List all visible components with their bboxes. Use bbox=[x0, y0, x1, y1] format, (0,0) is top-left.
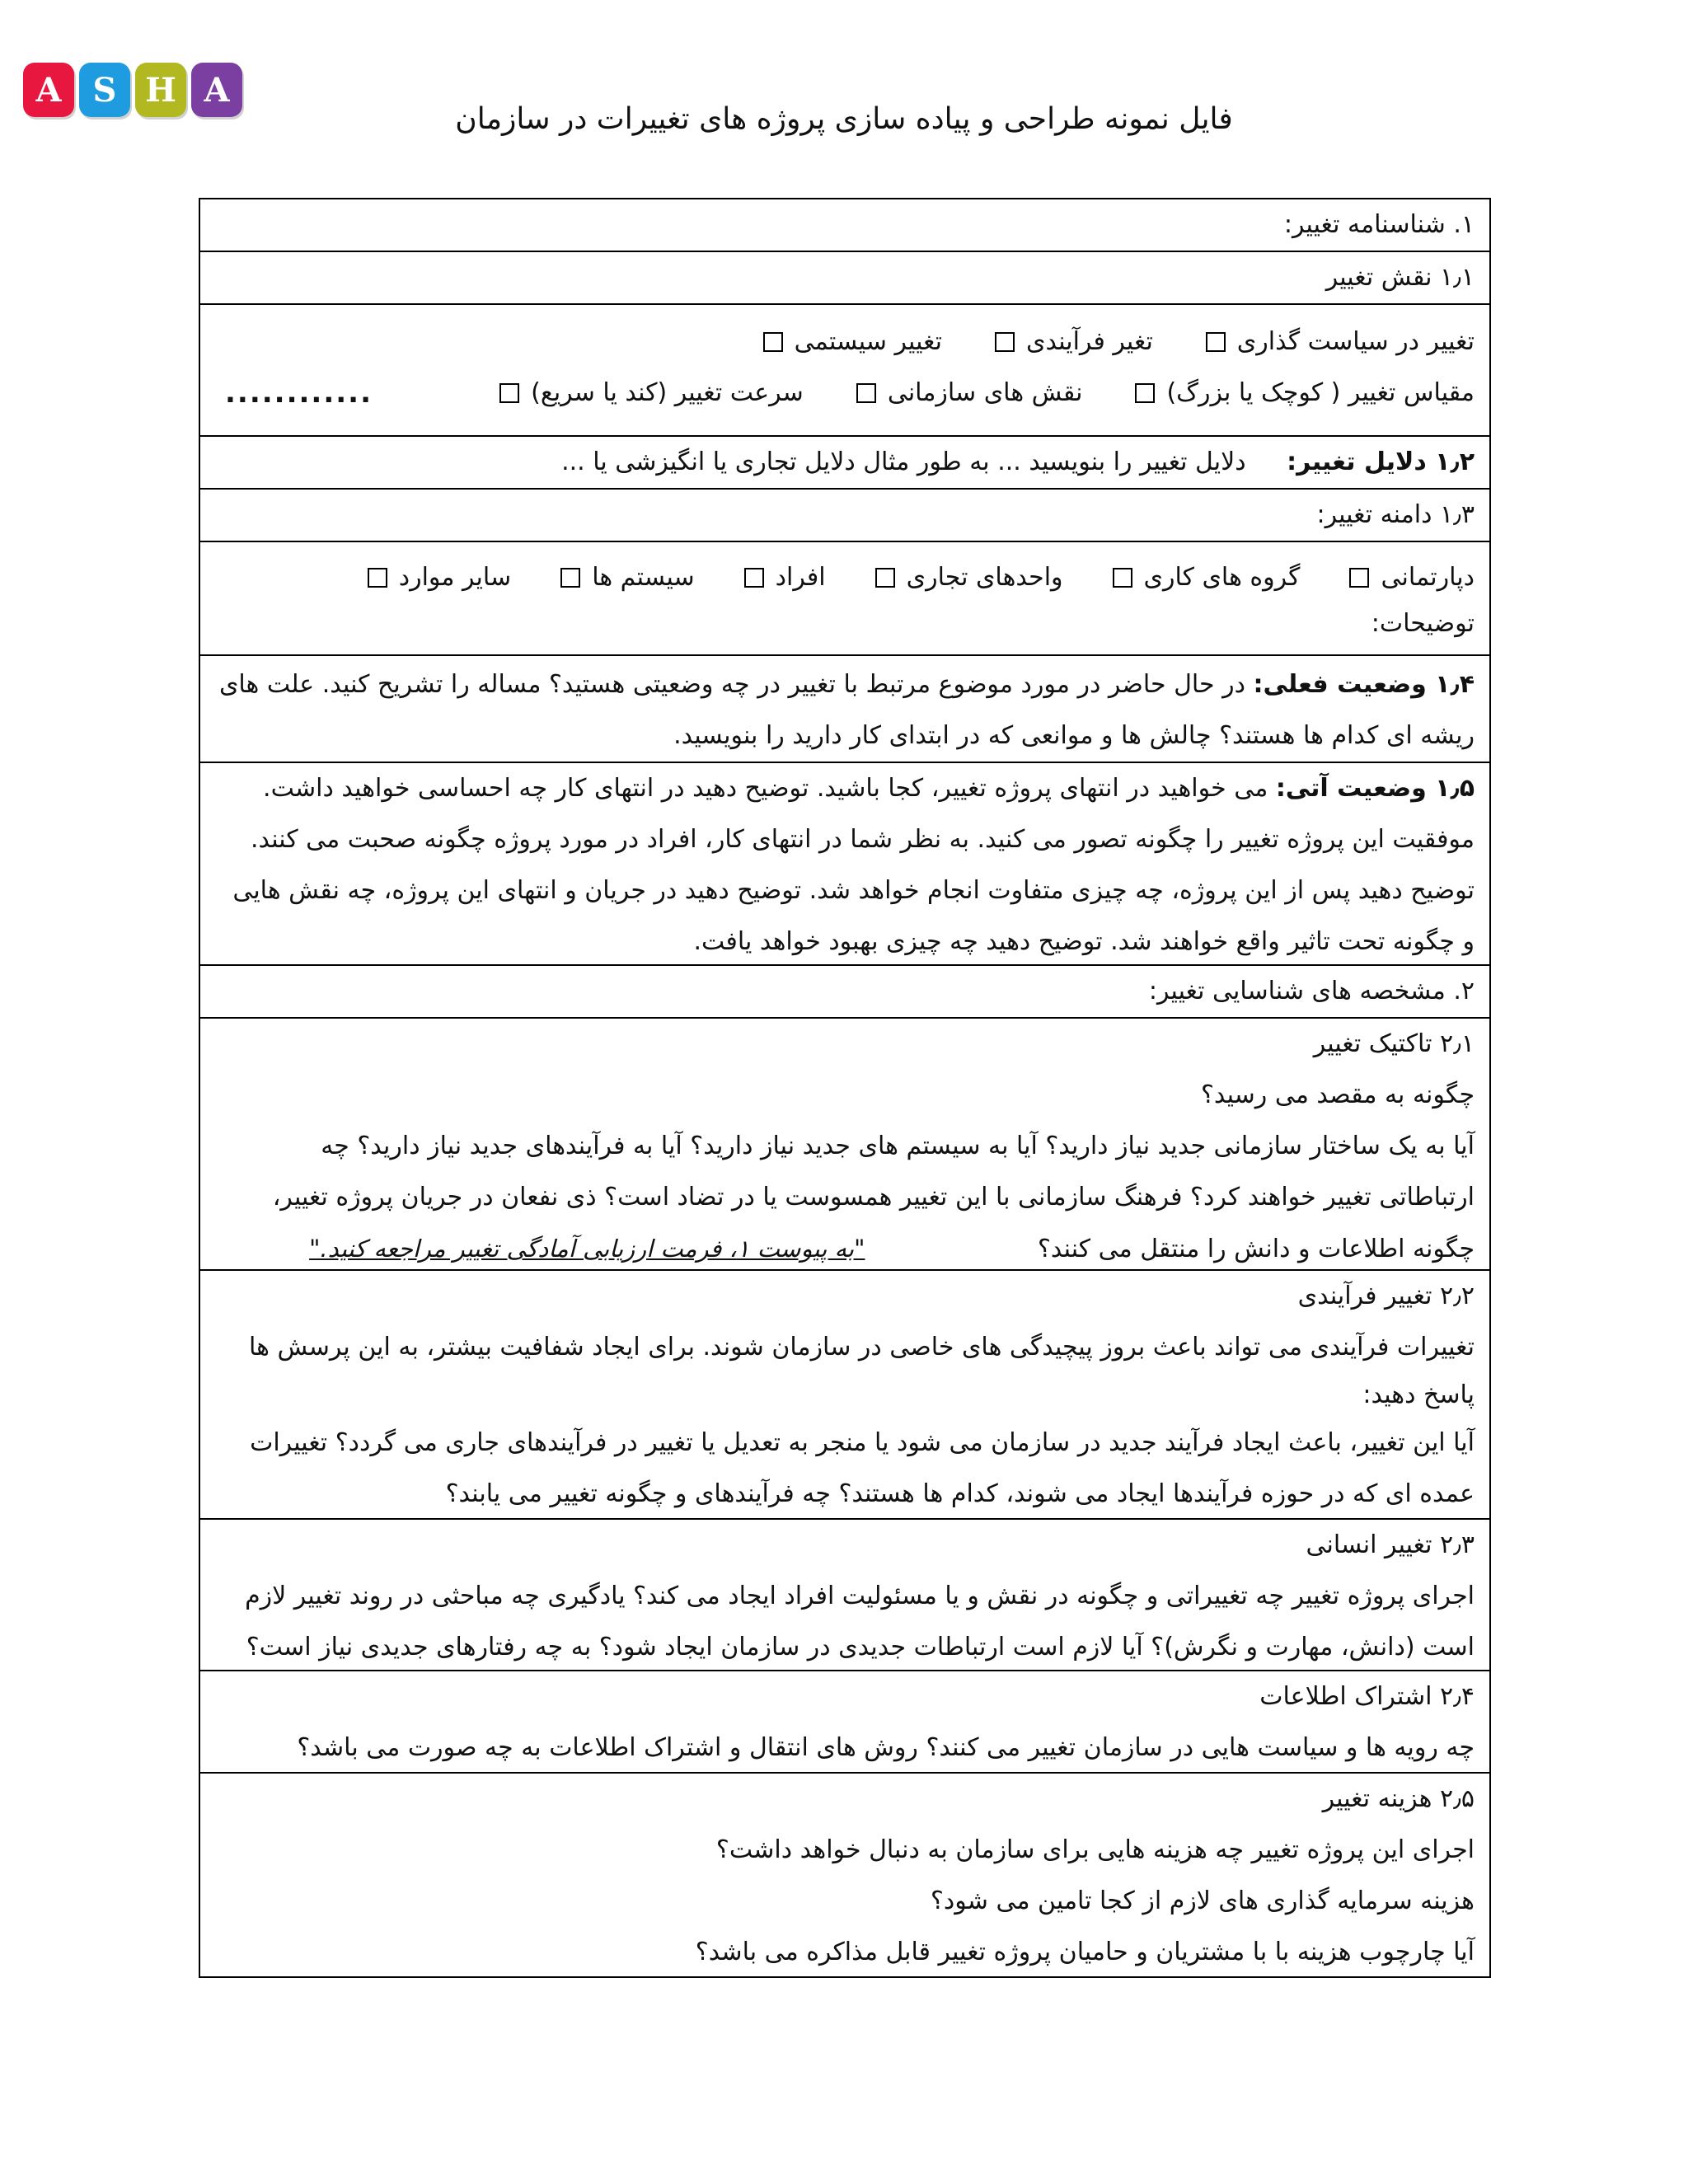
section-2-1-line1: آیا به یک ساختار سازمانی جدید نیاز دارید؟ آیا به سیستم های جدید نیاز دارید؟ آیا به فرآیندهای جدید نیاز دارید؟ چه bbox=[321, 1132, 1475, 1160]
option-work-groups-label: گروه های کاری bbox=[1143, 563, 1301, 592]
scope-notes-label: توضیحات: bbox=[1371, 609, 1475, 638]
option-people[interactable] bbox=[744, 552, 826, 603]
checkbox-process-change[interactable] bbox=[995, 332, 1015, 352]
section-1-5-label: ۱٫۵ وضعیت آتی: bbox=[1275, 774, 1475, 803]
section-2-5-heading: ۲٫۵ هزینه تغییر bbox=[1322, 1784, 1475, 1813]
section-2-header bbox=[200, 966, 1489, 1019]
section-1-2-label: ۱٫۲ دلایل تغییر: bbox=[1287, 448, 1475, 476]
section-1-2-text: دلایل تغییر را بنویسید ... به طور مثال دلایل تجاری یا انگیزشی یا ... bbox=[561, 448, 1246, 476]
document-title: فایل نمونه طراحی و پیاده سازی پروژه های تغییرات در سازمان bbox=[455, 102, 1233, 136]
section-2-1-line2: ارتباطاتی تغییر خواهند کرد؟ فرهنگ سازمانی با این تغییر همسوست یا در تضاد است؟ ذی نفعان در جریان پروژه تغییر، bbox=[272, 1183, 1475, 1212]
section-2-3 bbox=[200, 1520, 1489, 1671]
change-role-options-row2 bbox=[215, 368, 1475, 419]
section-1-heading: ۱. شناسنامه تغییر: bbox=[1283, 210, 1475, 239]
section-2-2-line1: تغییرات فرآیندی می تواند باعث بروز پیچیدگی های خاصی در سازمان شوند. برای ایجاد شفافیت بیشتر، به این پرسش ها bbox=[249, 1333, 1475, 1361]
section-2-3-line2: است (دانش، مهارت و نگرش)؟ آیا لازم است ارتباطات جدیدی در سازمان ایجاد شود؟ به چه رفتارهای جدیدی نیاز است؟ bbox=[246, 1633, 1475, 1661]
change-scope-options bbox=[200, 542, 1489, 656]
section-2-4 bbox=[200, 1671, 1489, 1774]
checkbox-change-scale[interactable] bbox=[1135, 383, 1155, 403]
section-1-2 bbox=[200, 437, 1489, 490]
section-2-2-heading: ۲٫۲ تغییر فرآیندی bbox=[1297, 1282, 1475, 1310]
section-1-4-line1: در حال حاضر در مورد موضوع مرتبط با تغییر در چه وضعیتی هستید؟ مساله را تشریح کنید. علت های bbox=[218, 670, 1245, 699]
checkbox-other[interactable] bbox=[368, 568, 387, 588]
section-2-5 bbox=[200, 1774, 1489, 1976]
section-2-5-line1: اجرای این پروژه تغییر چه هزینه هایی برای سازمان به دنبال خواهد داشت؟ bbox=[715, 1835, 1475, 1864]
section-2-3-line1: اجرای پروژه تغییر چه تغییراتی و چگونه در نقش و یا مسئولیت افراد ایجاد می کند؟ یادگیری چه مباحثی در روند تغییر لازم bbox=[245, 1582, 1475, 1610]
option-change-speed[interactable] bbox=[499, 368, 804, 419]
fill-in-dots: ............ bbox=[225, 377, 373, 410]
checkbox-work-groups[interactable] bbox=[1113, 568, 1132, 588]
checkbox-system-change[interactable] bbox=[763, 332, 783, 352]
section-2-1-heading: ۲٫۱ تاکتیک تغییر bbox=[1313, 1029, 1475, 1058]
option-business-units-label: واحدهای تجاری bbox=[906, 563, 1063, 592]
option-other-label: سایر موارد bbox=[398, 563, 512, 592]
section-2-1-line3: چگونه اطلاعات و دانش را منتقل می کنند؟ bbox=[1038, 1235, 1475, 1263]
change-role-options-row1 bbox=[215, 316, 1475, 368]
section-2-2 bbox=[200, 1271, 1489, 1520]
section-1-4-line2: ریشه ای کدام ها هستند؟ چالش ها و موانعی که در ابتدای کار دارید را بنویسید. bbox=[673, 721, 1475, 750]
option-org-roles-label: نقش های سازمانی bbox=[887, 378, 1083, 407]
section-2-1 bbox=[200, 1019, 1489, 1271]
section-2-1-question: چگونه به مقصد می رسید؟ bbox=[1200, 1080, 1475, 1109]
option-change-scale-label: مقیاس تغییر ( کوچک یا بزرگ) bbox=[1166, 378, 1475, 407]
section-1-5 bbox=[200, 763, 1489, 966]
logo-tile-a2: A bbox=[191, 63, 242, 117]
change-project-form bbox=[199, 198, 1491, 1978]
option-org-roles[interactable] bbox=[856, 368, 1083, 419]
section-1-5-line4: و چگونه تحت تاثیر واقع خواهند شد. توضیح دهید چه چیزی بهبود خواهد یافت. bbox=[693, 927, 1475, 956]
option-departmental[interactable] bbox=[1349, 552, 1475, 603]
section-2-5-line3: آیا چارچوب هزینه با با مشتریان و حامیان پروژه تغییر قابل مذاکره می باشد؟ bbox=[695, 1938, 1475, 1966]
option-policy-change[interactable] bbox=[1206, 316, 1475, 368]
option-change-speed-label: سرعت تغییر (کند یا سریع) bbox=[531, 378, 804, 407]
option-process-change-label: تغیر فرآیندی bbox=[1025, 327, 1153, 356]
section-2-3-heading: ۲٫۳ تغییر انسانی bbox=[1306, 1530, 1475, 1559]
option-process-change[interactable] bbox=[995, 316, 1153, 368]
section-1-5-line1: می خواهید در انتهای پروژه تغییر، کجا باشید. توضیح دهید در انتهای کار چه احساسی خواهید داشت. bbox=[263, 774, 1268, 803]
checkbox-org-roles[interactable] bbox=[856, 383, 876, 403]
section-2-heading: ۲. مشخصه های شناسایی تغییر: bbox=[1148, 977, 1475, 1005]
logo-tile-a1: A bbox=[23, 63, 74, 117]
section-2-2-line2: پاسخ دهید: bbox=[1362, 1380, 1475, 1409]
option-other[interactable] bbox=[368, 552, 511, 603]
checkbox-change-speed[interactable] bbox=[499, 383, 519, 403]
option-policy-change-label: تغییر در سیاست گذاری bbox=[1236, 327, 1475, 356]
option-business-units[interactable] bbox=[875, 552, 1063, 603]
section-1-1-header bbox=[200, 252, 1489, 305]
checkbox-policy-change[interactable] bbox=[1206, 332, 1226, 352]
section-1-5-line2: موفقیت این پروژه تغییر را چگونه تصور می کنید. به نظر شما در انتهای کار، افراد در مورد پروژه چگونه صحبت می کنند. bbox=[250, 825, 1475, 854]
section-1-3-header bbox=[200, 490, 1489, 542]
logo-tile-s: S bbox=[79, 63, 130, 117]
checkbox-departmental[interactable] bbox=[1349, 568, 1369, 588]
section-1-5-line3: توضیح دهید پس از این پروژه، چه چیزی متفاوت انجام خواهد شد. توضیح دهید در جریان و انتهای این پروژه، چه نقش هایی bbox=[232, 876, 1475, 905]
checkbox-systems[interactable] bbox=[560, 568, 580, 588]
change-scope-options-row bbox=[215, 552, 1475, 603]
checkbox-people[interactable] bbox=[744, 568, 764, 588]
option-work-groups[interactable] bbox=[1113, 552, 1301, 603]
section-1-1-heading: ۱٫۱ نقش تغییر bbox=[1325, 263, 1475, 292]
section-1-4-label: ۱٫۴ وضعیت فعلی: bbox=[1253, 670, 1475, 699]
section-2-2-line4: عمده ای که در حوزه فرآیندها ایجاد می شوند، کدام ها هستند؟ چه فرآیندهای و چگونه تغییر می یابند؟ bbox=[445, 1479, 1475, 1508]
section-2-4-line1: چه رویه ها و سیاست هایی در سازمان تغییر می کنند؟ روش های انتقال و اشتراک اطلاعات به چه صورت می باشد؟ bbox=[297, 1733, 1475, 1762]
section-1-header bbox=[200, 199, 1489, 252]
option-systems-label: سیستم ها bbox=[592, 563, 695, 592]
option-departmental-label: دپارتمانی bbox=[1381, 563, 1475, 592]
option-people-label: افراد bbox=[775, 563, 826, 592]
section-1-4 bbox=[200, 656, 1489, 763]
section-1-3-heading: ۱٫۳ دامنه تغییر: bbox=[1316, 500, 1475, 529]
logo-tile-h: H bbox=[135, 63, 186, 117]
section-2-4-heading: ۲٫۴ اشتراک اطلاعات bbox=[1259, 1682, 1475, 1711]
option-change-scale[interactable] bbox=[1135, 368, 1475, 419]
option-systems[interactable] bbox=[560, 552, 694, 603]
checkbox-business-units[interactable] bbox=[875, 568, 895, 588]
section-2-5-line2: هزینه سرمایه گذاری های لازم از کجا تامین می شود؟ bbox=[930, 1886, 1475, 1915]
option-system-change[interactable] bbox=[763, 316, 942, 368]
section-2-2-line3: آیا این تغییر، باعث ایجاد فرآیند جدید در سازمان می شود یا منجر به تعدیل یا تغییر در فرآیندهای جاری می گردد؟ تغییرات bbox=[250, 1428, 1475, 1457]
appendix-reference-note: "به پیوست ۱، فرمت ارزیابی آمادگی تغییر مراجعه کنید." bbox=[309, 1235, 865, 1263]
option-system-change-label: تغییر سیستمی bbox=[794, 327, 942, 356]
change-role-options bbox=[200, 305, 1489, 437]
